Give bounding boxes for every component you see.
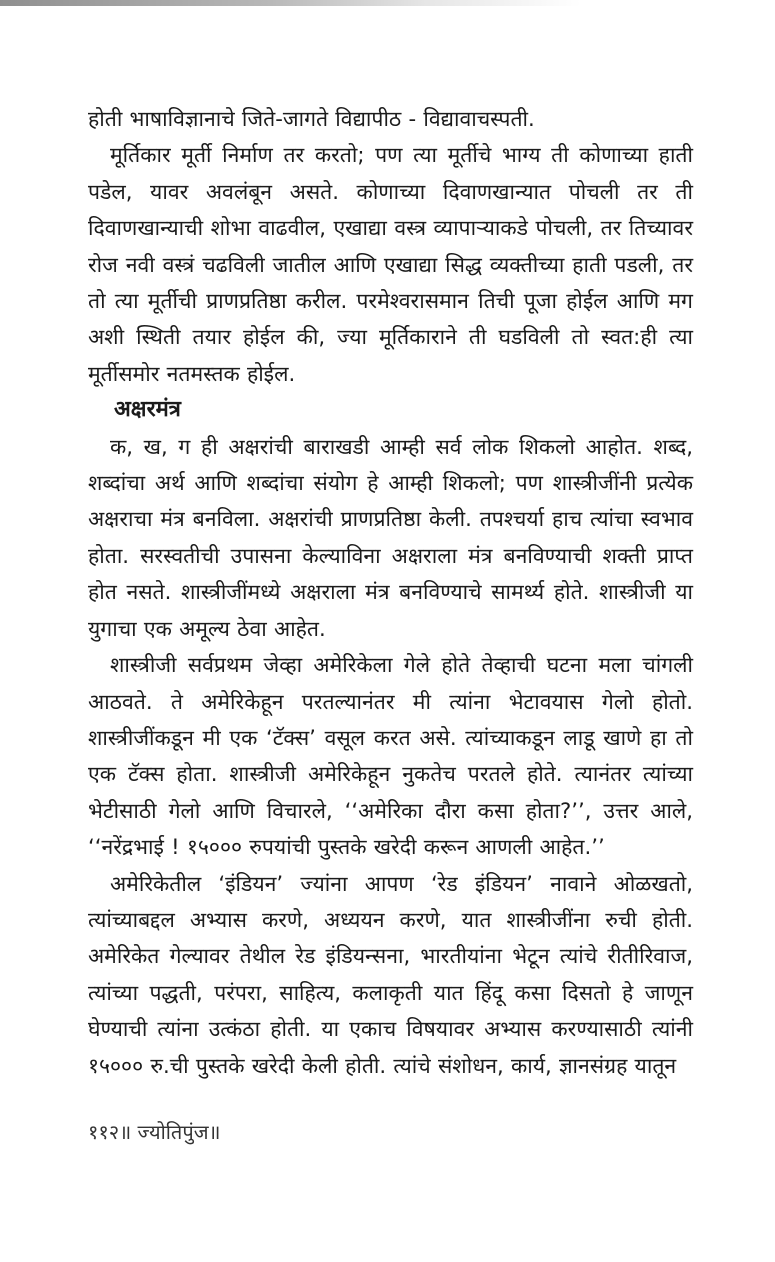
page-body	[88, 101, 693, 1084]
paragraph-red-indians: अमेरिकेतील ‘इंडियन’ ज्यांना आपण ‘रेड इंडियन’ नावाने ओळखतो, त्यांच्याबद्दल अभ्यास करणे, अध्ययन करणे, यात शास्त्रीजींना रुची होती. अमेरिकेत गेल्यावर तेथील रेड इंडियन्सना, भारतीयांना भेटून त्यांचे रीतीरिवाज, त्यांच्या पद्धती, परंपरा, साहित्य, कलाकृती यात हिंदू कसा दिसतो हे जाणून घेण्याची त्यांना उत्कंठा होती. या एकाच विषयावर अभ्यास करण्यासाठी त्यांनी १५००० रु.ची पुस्तके खरेदी केली होती. त्यांचे संशोधन, कार्य, ज्ञानसंग्रह यातून	[88, 870, 693, 1078]
paragraph-sculptor: मूर्तिकार मूर्ती निर्माण तर करतो; पण त्या मूर्तीचे भाग्य ती कोणाच्या हाती पडेल, यावर अवलंबून असते. कोणाच्या दिवाणखान्यात पोचली तर ती दिवाणखान्याची शोभा वाढवील, एखाद्या वस्त्र व्यापाऱ्याकडे पोचली, तर तिच्यावर रोज नवी वस्त्रं चढविली जातील आणि एखाद्या सिद्ध व्यक्तीच्या हाती पडली, तर तो त्या मूर्तीची प्राणप्रतिष्ठा करील. परमेश्वरासमान तिची पूजा होईल आणि मग अशी स्थिती तयार होईल की, ज्या मूर्तिकाराने ती घडविली तो स्वत:ही त्या मूर्तीसमोर नतमस्तक होईल.	[88, 142, 693, 386]
paragraph-america-visit: शास्त्रीजी सर्वप्रथम जेव्हा अमेरिकेला गेले होते तेव्हाची घटना मला चांगली आठवते. ते अमेरिकेहून परतल्यानंतर मी त्यांना भेटावयास गेलो होतो. शास्त्रीजींकडून मी एक ‘टॅक्स’ वसूल करत असे. त्यांच्याकडून लाडू खाणे हा तो एक टॅक्स होता. शास्त्रीजी अमेरिकेहून नुकतेच परतले होते. त्यानंतर त्यांच्या भेटीसाठी गेलो आणि विचारले, ‘‘अमेरिका दौरा कसा होता?’’, उत्तर आले, ‘‘नरेंद्रभाई ! १५००० रुपयांची पुस्तके खरेदी करून आणली आहेत.’’	[88, 652, 693, 860]
page-footer: ११२॥ ज्योतिपुंज॥	[88, 1120, 221, 1144]
top-decorative-rule	[0, 0, 775, 6]
paragraph-alphabet: क, ख, ग ही अक्षरांची बाराखडी आम्ही सर्व लोक शिकलो आहोत. शब्द, शब्दांचा अर्थ आणि शब्दांचा संयोग हे आम्ही शिकलो; पण शास्त्रीजींनी प्रत्येक अक्षराचा मंत्र बनविला. अक्षरांची प्राणप्रतिष्ठा केली. तपश्चर्या हाच त्यांचा स्वभाव होता. सरस्वतीची उपासना केल्याविना अक्षराला मंत्र बनविण्याची शक्ती प्राप्त होत नसते. शास्त्रीजींमध्ये अक्षराला मंत्र बनविण्याचे सामर्थ्य होते. शास्त्रीजी या युगाचा एक अमूल्य ठेवा आहेत.	[88, 433, 693, 641]
section-heading: अक्षरमंत्र	[114, 397, 181, 423]
paragraph-continuation: होती भाषाविज्ञानाचे जिते-जागते विद्यापीठ - विद्यावाचस्पती.	[88, 106, 535, 131]
